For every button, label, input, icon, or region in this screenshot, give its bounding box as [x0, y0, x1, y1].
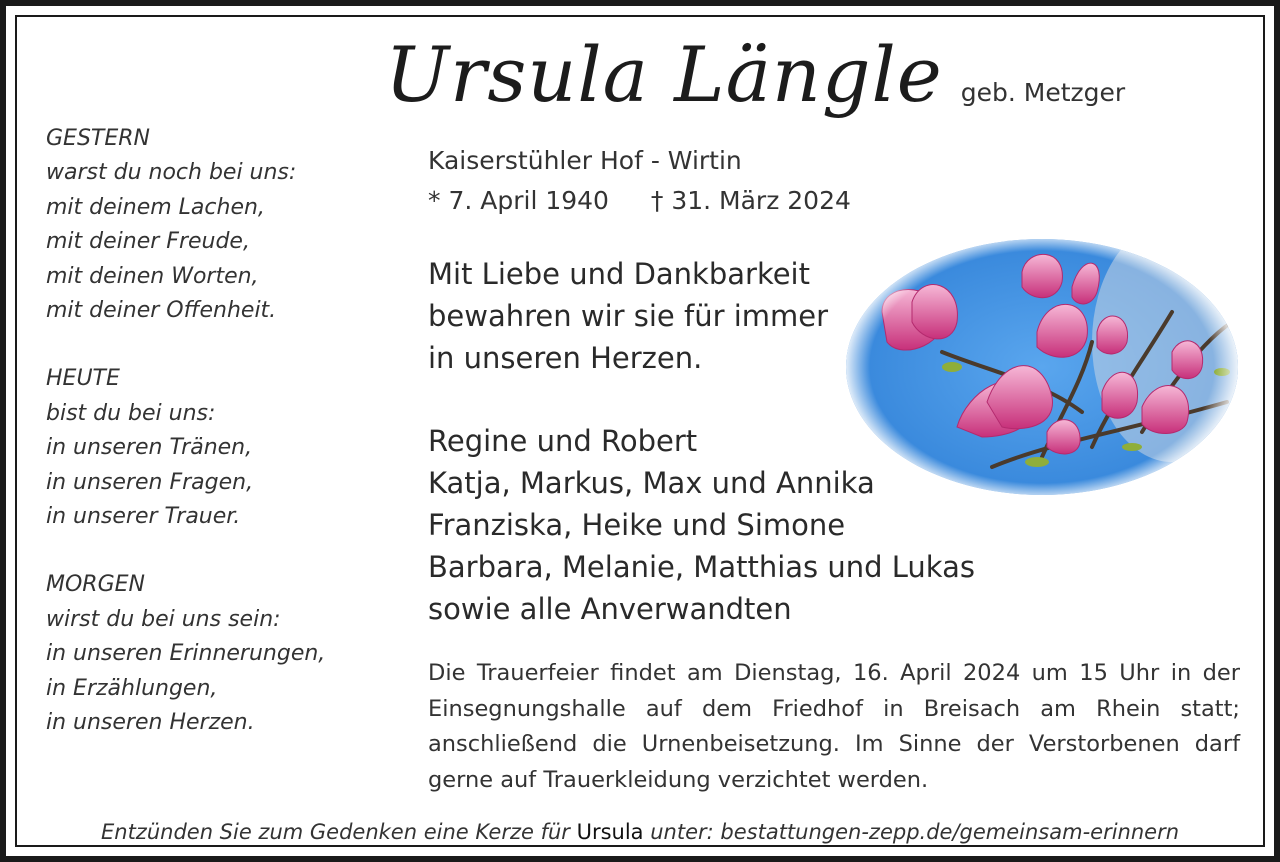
- dedication-line: Mit Liebe und Dankbarkeit: [428, 257, 810, 291]
- poem-line: warst du noch bei uns:: [46, 160, 297, 186]
- poem-stanza: [46, 362, 386, 534]
- footer-name: Ursula: [576, 820, 644, 844]
- mourner-line: Barbara, Melanie, Matthias und Lukas: [428, 550, 975, 584]
- poem-stanza: [46, 122, 386, 328]
- poem-line: mit deinem Lachen,: [46, 194, 265, 220]
- birth-date: * 7. April 1940: [428, 186, 609, 215]
- deceased-name: Ursula Längle: [385, 30, 943, 119]
- poem-line: in unseren Herzen.: [46, 710, 255, 736]
- poem-line: in unserer Trauer.: [46, 504, 241, 530]
- mourner-line: Katja, Markus, Max und Annika: [428, 466, 875, 500]
- stanza-heading: GESTERN: [46, 126, 150, 151]
- poem: [46, 122, 386, 775]
- footer-link[interactable]: unter: bestattungen-zepp.de/gemeinsam-erinnern: [650, 820, 1180, 844]
- poem-stanza: [46, 568, 386, 740]
- maiden-name: geb. Metzger: [960, 78, 1126, 107]
- name-line: [385, 30, 1125, 140]
- mourners-list: [428, 420, 975, 630]
- dedication-line: in unseren Herzen.: [428, 341, 703, 375]
- mourner-line: Regine und Robert: [428, 424, 698, 458]
- poem-line: mit deiner Offenheit.: [46, 298, 277, 324]
- poem-line: mit deiner Freude,: [46, 229, 250, 255]
- poem-line: wirst du bei uns sein:: [46, 606, 281, 632]
- dedication: [428, 253, 828, 379]
- poem-line: in unseren Tränen,: [46, 435, 253, 461]
- memorial-footer: [0, 820, 1280, 844]
- death-date: † 31. März 2024: [650, 186, 851, 215]
- mourner-line: sowie alle Anverwandten: [428, 592, 792, 626]
- poem-line: in unseren Erinnerungen,: [46, 641, 326, 667]
- funeral-notice: Die Trauerfeier findet am Dienstag, 16. April 2024 um 15 Uhr in der Einsegnungshalle auf dem Friedhof in Breisach am Rhein statt; anschließend die Urnenbeisetzung. Im Sinne der Verstorbenen darf gerne auf Trauerkleidung verzichtet werden.: [428, 660, 1240, 793]
- poem-line: bist du bei uns:: [46, 400, 216, 426]
- stanza-heading: MORGEN: [46, 572, 145, 598]
- role-line: Kaiserstühler Hof - Wirtin: [428, 146, 742, 175]
- footer-prefix: Entzünden Sie zum Gedenken eine Kerze für: [100, 820, 570, 844]
- poem-line: in Erzählungen,: [46, 675, 218, 701]
- stanza-heading: HEUTE: [46, 366, 120, 392]
- poem-line: in unseren Fragen,: [46, 469, 254, 495]
- poem-line: mit deinen Worten,: [46, 263, 259, 289]
- dedication-line: bewahren wir sie für immer: [428, 299, 829, 333]
- dates-line: [428, 186, 851, 215]
- mourner-line: Franziska, Heike und Simone: [428, 508, 846, 542]
